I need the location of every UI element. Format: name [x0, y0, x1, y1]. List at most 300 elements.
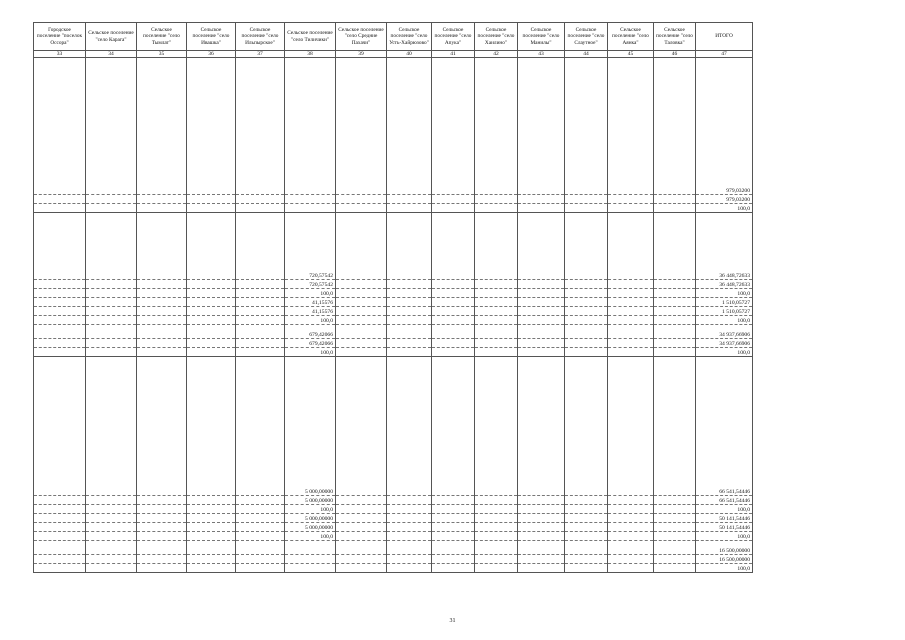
empty-cell: [475, 316, 518, 325]
empty-cell: [608, 186, 654, 195]
empty-cell: [336, 307, 387, 316]
empty-cell: [34, 213, 86, 272]
empty-cell: [187, 348, 236, 357]
empty-cell: [565, 348, 608, 357]
empty-cell: [608, 289, 654, 298]
cell-total-value: 100,0: [696, 532, 753, 541]
empty-cell: [518, 555, 565, 564]
empty-cell: [432, 564, 475, 573]
empty-cell: [34, 514, 86, 523]
empty-cell: [654, 316, 696, 325]
table-row: [34, 564, 753, 573]
empty-cell: [432, 523, 475, 532]
column-header-43: Сельское поселение "село Манилы": [518, 23, 565, 51]
empty-cell: [432, 58, 475, 187]
empty-cell: [34, 271, 86, 280]
column-header-42: Сельское поселение "село Хаилино": [475, 23, 518, 51]
empty-cell: [187, 487, 236, 496]
empty-cell: [86, 339, 137, 348]
empty-cell: [137, 307, 187, 316]
cell-total-value: 100,0: [696, 289, 753, 298]
empty-cell: [137, 564, 187, 573]
table-row: [34, 487, 753, 496]
empty-cell: [187, 289, 236, 298]
empty-cell: [187, 330, 236, 339]
empty-cell: [475, 555, 518, 564]
empty-cell: [518, 58, 565, 187]
cell-total-value: 50 141,54446: [696, 523, 753, 532]
empty-cell: [137, 195, 187, 204]
empty-cell: [475, 564, 518, 573]
empty-cell: [86, 546, 137, 555]
column-number-40: 40: [387, 51, 432, 58]
empty-cell: [432, 271, 475, 280]
empty-cell: [86, 307, 137, 316]
empty-cell: [86, 316, 137, 325]
cell-total-value: 1 510,05727: [696, 298, 753, 307]
empty-cell: [565, 532, 608, 541]
empty-cell: [565, 307, 608, 316]
empty-cell: [34, 487, 86, 496]
table-row: [34, 523, 753, 532]
empty-cell: [608, 298, 654, 307]
cell-total-value: 979,03200: [696, 186, 753, 195]
empty-cell: [565, 316, 608, 325]
blank-spacer-row: [34, 357, 753, 488]
empty-cell: [475, 546, 518, 555]
empty-cell: [387, 487, 432, 496]
cell-total-value: 34 937,66906: [696, 330, 753, 339]
empty-cell: [236, 339, 285, 348]
column-number-33: 33: [34, 51, 86, 58]
empty-cell: [608, 564, 654, 573]
empty-cell: [565, 298, 608, 307]
empty-cell: [86, 564, 137, 573]
empty-cell: [387, 307, 432, 316]
cell-total-value: 100,0: [696, 316, 753, 325]
column-number-35: 35: [137, 51, 187, 58]
empty-cell: [654, 307, 696, 316]
empty-cell: [336, 505, 387, 514]
empty-cell: [34, 523, 86, 532]
empty-cell: [86, 496, 137, 505]
empty-cell: [137, 316, 187, 325]
empty-cell: [565, 195, 608, 204]
empty-cell: [86, 186, 137, 195]
column-header-row: [34, 23, 753, 51]
empty-cell: [86, 514, 137, 523]
empty-cell: [137, 298, 187, 307]
empty-cell: [608, 546, 654, 555]
empty-cell: [608, 348, 654, 357]
empty-cell: [137, 186, 187, 195]
empty-cell: [432, 186, 475, 195]
empty-cell: [34, 186, 86, 195]
empty-cell: [475, 532, 518, 541]
column-number-38: 38: [285, 51, 336, 58]
empty-cell: [518, 564, 565, 573]
empty-cell: [236, 271, 285, 280]
empty-cell: [187, 339, 236, 348]
empty-cell: [432, 514, 475, 523]
empty-cell: [187, 532, 236, 541]
column-number-39: 39: [336, 51, 387, 58]
empty-cell: [336, 546, 387, 555]
empty-cell: [608, 307, 654, 316]
cell-total-value: 66 541,54446: [696, 496, 753, 505]
empty-cell: [518, 316, 565, 325]
empty-cell: [518, 532, 565, 541]
cell-tilichiki-value: [285, 186, 336, 195]
empty-cell: [336, 213, 387, 272]
empty-cell: [187, 271, 236, 280]
empty-cell: [336, 564, 387, 573]
empty-cell: [236, 298, 285, 307]
empty-cell: [518, 280, 565, 289]
empty-cell: [608, 316, 654, 325]
empty-cell: [86, 330, 137, 339]
empty-cell: [236, 348, 285, 357]
empty-cell: [387, 316, 432, 325]
empty-cell: [432, 496, 475, 505]
cell-tilichiki-value: 41,15576: [285, 298, 336, 307]
empty-cell: [236, 523, 285, 532]
column-number-46: 46: [654, 51, 696, 58]
cell-total-value: 100,0: [696, 564, 753, 573]
empty-cell: [432, 505, 475, 514]
cell-tilichiki-value: [285, 204, 336, 213]
empty-cell: [432, 280, 475, 289]
table-row: [34, 186, 753, 195]
empty-cell: [137, 487, 187, 496]
empty-cell: [475, 289, 518, 298]
empty-cell: [387, 213, 432, 272]
empty-cell: [137, 348, 187, 357]
empty-cell: [236, 514, 285, 523]
empty-cell: [86, 213, 137, 272]
cell-tilichiki-value: 5 000,00000: [285, 487, 336, 496]
empty-cell: [336, 523, 387, 532]
empty-cell: [387, 289, 432, 298]
empty-cell: [86, 298, 137, 307]
empty-cell: [518, 195, 565, 204]
empty-cell: [187, 546, 236, 555]
cell-total-value: 979,03200: [696, 195, 753, 204]
empty-cell: [137, 496, 187, 505]
empty-cell: [608, 195, 654, 204]
empty-cell: [518, 514, 565, 523]
empty-cell: [518, 357, 565, 488]
column-number-41: 41: [432, 51, 475, 58]
empty-cell: [608, 330, 654, 339]
empty-cell: [137, 505, 187, 514]
empty-cell: [187, 316, 236, 325]
empty-cell: [387, 339, 432, 348]
empty-cell: [236, 357, 285, 488]
empty-cell: [565, 339, 608, 348]
empty-cell: [432, 307, 475, 316]
empty-cell: [387, 564, 432, 573]
empty-cell: [336, 280, 387, 289]
empty-cell: [34, 204, 86, 213]
empty-cell: [654, 289, 696, 298]
empty-cell: [518, 298, 565, 307]
empty-cell: [236, 186, 285, 195]
empty-cell: [236, 195, 285, 204]
empty-cell: [137, 339, 187, 348]
empty-cell: [654, 213, 696, 272]
empty-cell: [236, 546, 285, 555]
empty-cell: [86, 204, 137, 213]
empty-cell: [565, 514, 608, 523]
blank-spacer-row: [34, 213, 753, 272]
empty-cell: [518, 523, 565, 532]
empty-cell: [432, 339, 475, 348]
empty-cell: [86, 523, 137, 532]
empty-cell: [565, 546, 608, 555]
empty-cell: [518, 546, 565, 555]
empty-cell: [336, 186, 387, 195]
empty-cell: [432, 357, 475, 488]
empty-cell: [475, 514, 518, 523]
empty-cell: [565, 523, 608, 532]
empty-cell: [654, 523, 696, 532]
cell-total-value: 100,0: [696, 204, 753, 213]
empty-cell: [187, 280, 236, 289]
column-number-42: 42: [475, 51, 518, 58]
budget-table-sheet: [33, 22, 752, 572]
empty-cell: [432, 330, 475, 339]
empty-cell: [654, 487, 696, 496]
empty-cell: [336, 487, 387, 496]
empty-cell: [387, 298, 432, 307]
cell-total-value: 36 448,72633: [696, 271, 753, 280]
column-header-41: Сельское поселение "село Апука": [432, 23, 475, 51]
empty-cell: [654, 271, 696, 280]
empty-cell: [34, 289, 86, 298]
cell-tilichiki-value: 720,57542: [285, 280, 336, 289]
empty-cell: [137, 546, 187, 555]
empty-cell: [475, 195, 518, 204]
column-header-40: Сельское поселение "село Усть-Хайрюзово": [387, 23, 432, 51]
empty-cell: [34, 339, 86, 348]
empty-cell: [236, 330, 285, 339]
empty-cell: [34, 195, 86, 204]
cell-tilichiki-value: 720,57542: [285, 271, 336, 280]
cell-tilichiki-value: 100,0: [285, 316, 336, 325]
empty-cell: [86, 357, 137, 488]
table-row: [34, 195, 753, 204]
empty-cell: [654, 505, 696, 514]
empty-cell: [187, 505, 236, 514]
empty-cell: [518, 487, 565, 496]
table-row: [34, 271, 753, 280]
empty-cell: [187, 357, 236, 488]
column-number-34: 34: [86, 51, 137, 58]
empty-cell: [475, 523, 518, 532]
empty-cell: [285, 357, 336, 488]
empty-cell: [285, 58, 336, 187]
empty-cell: [236, 204, 285, 213]
empty-cell: [518, 330, 565, 339]
table-row: [34, 280, 753, 289]
empty-cell: [236, 213, 285, 272]
table-row: [34, 330, 753, 339]
empty-cell: [608, 496, 654, 505]
empty-cell: [86, 348, 137, 357]
empty-cell: [137, 555, 187, 564]
empty-cell: [654, 546, 696, 555]
cell-total-value: 36 448,72633: [696, 280, 753, 289]
table-row: [34, 532, 753, 541]
empty-cell: [187, 298, 236, 307]
empty-cell: [654, 348, 696, 357]
empty-cell: [475, 298, 518, 307]
empty-cell: [654, 496, 696, 505]
empty-cell: [565, 289, 608, 298]
empty-cell: [137, 280, 187, 289]
cell-tilichiki-value: 679,42066: [285, 339, 336, 348]
empty-cell: [187, 555, 236, 564]
empty-cell: [187, 213, 236, 272]
empty-cell: [565, 357, 608, 488]
empty-cell: [86, 271, 137, 280]
empty-cell: [86, 58, 137, 187]
empty-cell: [34, 307, 86, 316]
empty-cell: [387, 195, 432, 204]
budget-table: [33, 22, 753, 573]
empty-cell: [518, 505, 565, 514]
empty-cell: [654, 280, 696, 289]
cell-tilichiki-value: [285, 546, 336, 555]
empty-cell: [34, 555, 86, 564]
column-header-35: Сельское поселение "село Тымлат": [137, 23, 187, 51]
empty-cell: [34, 532, 86, 541]
empty-cell: [236, 307, 285, 316]
empty-cell: [137, 532, 187, 541]
empty-cell: [34, 330, 86, 339]
table-row: [34, 307, 753, 316]
page-number: 31: [449, 618, 456, 624]
empty-cell: [654, 532, 696, 541]
empty-cell: [608, 487, 654, 496]
empty-cell: [654, 204, 696, 213]
cell-total-value: 50 141,54446: [696, 514, 753, 523]
empty-cell: [336, 58, 387, 187]
empty-cell: [236, 289, 285, 298]
cell-tilichiki-value: 679,42066: [285, 330, 336, 339]
empty-cell: [86, 505, 137, 514]
empty-cell: [475, 280, 518, 289]
column-number-43: 43: [518, 51, 565, 58]
empty-cell: [608, 514, 654, 523]
empty-cell: [608, 339, 654, 348]
empty-cell: [608, 58, 654, 187]
table-row: [34, 546, 753, 555]
empty-cell: [654, 514, 696, 523]
cell-tilichiki-value: 5 000,00000: [285, 523, 336, 532]
empty-cell: [475, 213, 518, 272]
column-header-44: Сельское поселение "село Слаутное": [565, 23, 608, 51]
empty-cell: [432, 213, 475, 272]
empty-cell: [432, 316, 475, 325]
empty-cell: [654, 58, 696, 187]
empty-cell: [236, 532, 285, 541]
empty-cell: [187, 523, 236, 532]
empty-cell: [565, 555, 608, 564]
empty-cell: [236, 496, 285, 505]
empty-cell: [608, 523, 654, 532]
empty-cell: [387, 348, 432, 357]
empty-cell: [34, 298, 86, 307]
table-row: [34, 204, 753, 213]
empty-cell: [387, 357, 432, 488]
empty-cell: [336, 330, 387, 339]
empty-cell: [565, 58, 608, 187]
empty-cell: [34, 348, 86, 357]
empty-cell: [86, 555, 137, 564]
table-row: [34, 496, 753, 505]
empty-cell: [518, 213, 565, 272]
empty-cell: [432, 555, 475, 564]
empty-cell: [187, 514, 236, 523]
empty-cell: [387, 523, 432, 532]
empty-cell: [565, 271, 608, 280]
empty-cell: [387, 514, 432, 523]
empty-cell: [187, 195, 236, 204]
empty-cell: [187, 186, 236, 195]
empty-cell: [336, 271, 387, 280]
empty-cell: [475, 307, 518, 316]
cell-tilichiki-value: [285, 195, 336, 204]
empty-cell: [137, 357, 187, 488]
column-header-33: Городское поселение "поселок Оссора": [34, 23, 86, 51]
empty-cell: [236, 555, 285, 564]
empty-cell: [336, 316, 387, 325]
column-header-39: Сельское поселение "село Средние Пахачи": [336, 23, 387, 51]
table-row: [34, 505, 753, 514]
empty-cell: [518, 289, 565, 298]
empty-cell: [475, 357, 518, 488]
column-header-47: ИТОГО: [696, 23, 753, 51]
cell-total-value: 66 541,54446: [696, 487, 753, 496]
cell-total-value: 16 500,00000: [696, 546, 753, 555]
empty-cell: [387, 555, 432, 564]
empty-cell: [475, 58, 518, 187]
empty-cell: [565, 487, 608, 496]
column-number-47: 47: [696, 51, 753, 58]
cell-total-value: 100,0: [696, 505, 753, 514]
cell-tilichiki-value: 5 000,00000: [285, 514, 336, 523]
empty-cell: [387, 271, 432, 280]
empty-cell: [608, 213, 654, 272]
empty-cell: [565, 213, 608, 272]
empty-cell: [432, 298, 475, 307]
column-header-34: Сельское поселение "село Карага": [86, 23, 137, 51]
cell-tilichiki-value: 100,0: [285, 532, 336, 541]
empty-cell: [137, 271, 187, 280]
empty-cell: [518, 186, 565, 195]
empty-cell: [432, 532, 475, 541]
empty-cell: [475, 505, 518, 514]
empty-cell: [137, 213, 187, 272]
empty-cell: [654, 564, 696, 573]
empty-cell: [187, 204, 236, 213]
empty-cell: [475, 339, 518, 348]
empty-cell: [518, 339, 565, 348]
empty-cell: [137, 58, 187, 187]
empty-cell: [387, 546, 432, 555]
